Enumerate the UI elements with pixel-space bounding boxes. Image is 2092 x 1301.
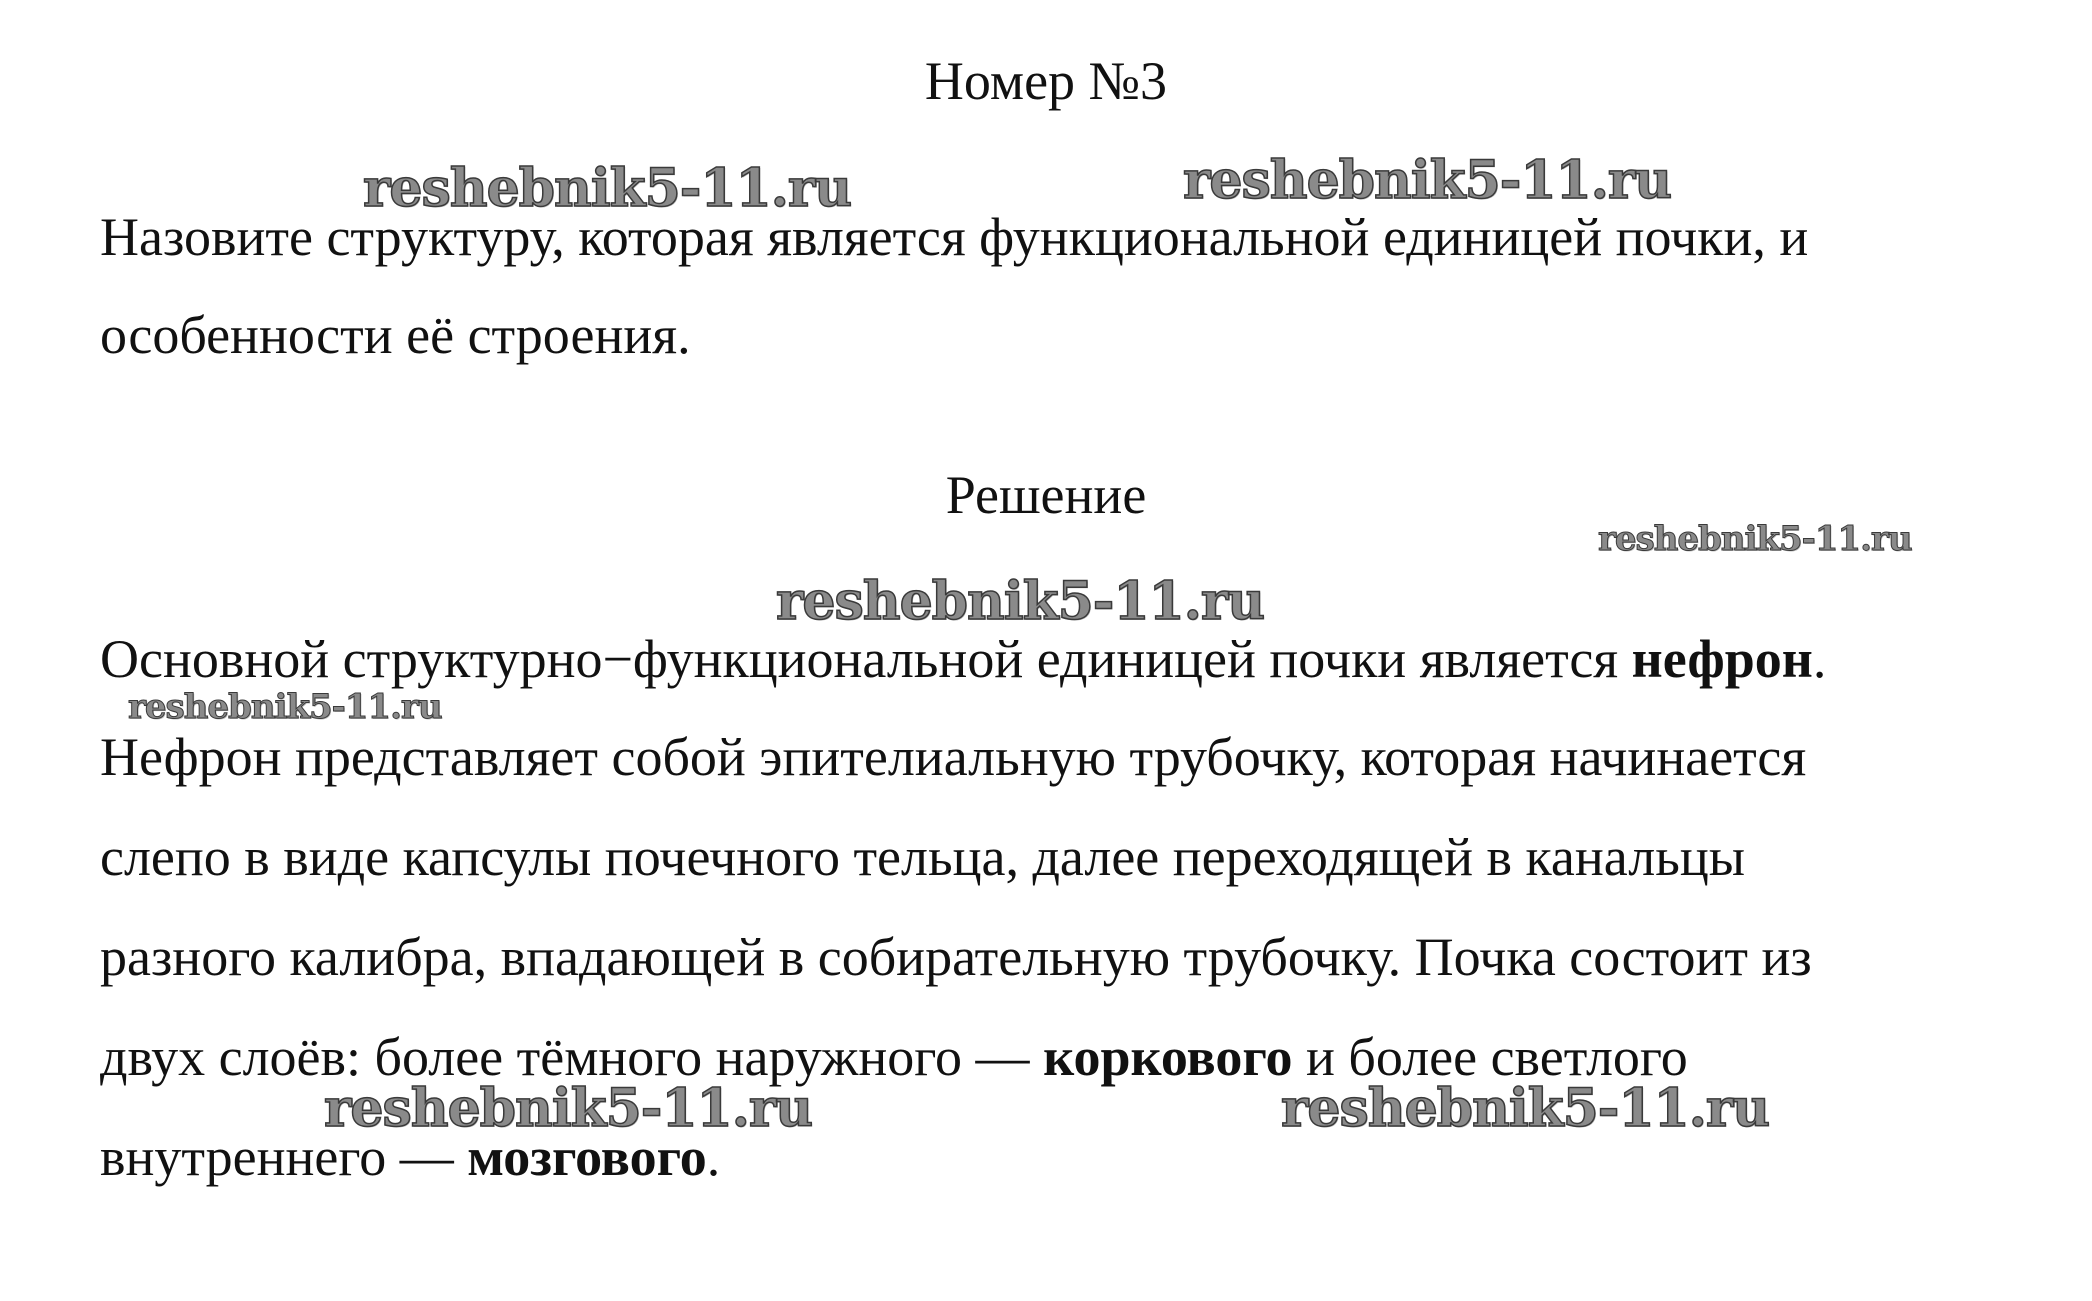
term-cortical: коркового xyxy=(1043,1027,1293,1087)
answer-line-3: слепо в виде капсулы почечного тельца, далее переходящей в канальцы xyxy=(100,827,1745,887)
answer-line-4: разного калибра, впадающей в собирательную трубочку. Почка состоит из xyxy=(100,927,1812,987)
answer-text: Основной структурно−функциональной единицей почки является xyxy=(100,629,1632,689)
term-medullary: мозгового xyxy=(467,1127,707,1187)
answer-line-1 xyxy=(100,629,1827,689)
answer-line-2: Нефрон представляет собой эпителиальную трубочку, которая начинается xyxy=(100,727,1807,787)
answer-text: и более светлого xyxy=(1292,1027,1688,1087)
punctuation: . xyxy=(706,1127,721,1187)
watermark: reshebnik5-11.ru xyxy=(1598,519,1912,559)
answer-line-5 xyxy=(100,1027,1688,1087)
watermark: reshebnik5-11.ru xyxy=(776,571,1265,632)
solution-heading: Решение xyxy=(945,465,1147,525)
watermark: reshebnik5-11.ru xyxy=(1281,1078,1770,1139)
answer-text: внутреннего — xyxy=(100,1127,468,1187)
watermark: reshebnik5-11.ru xyxy=(128,687,442,727)
watermark: reshebnik5-11.ru xyxy=(324,1078,813,1139)
page-title: Номер №3 xyxy=(924,51,1168,111)
question-line-1: Назовите структуру, которая является функциональной единицей почки, и xyxy=(100,207,1809,267)
answer-line-6 xyxy=(100,1127,721,1187)
term-nephron: нефрон xyxy=(1631,629,1813,689)
watermark: reshebnik5-11.ru xyxy=(1183,150,1672,211)
question-line-2: особенности её строения. xyxy=(100,305,691,365)
answer-text: двух слоёв: более тёмного наружного — xyxy=(100,1027,1044,1087)
watermark: reshebnik5-11.ru xyxy=(363,158,852,219)
punctuation: . xyxy=(1812,629,1827,689)
